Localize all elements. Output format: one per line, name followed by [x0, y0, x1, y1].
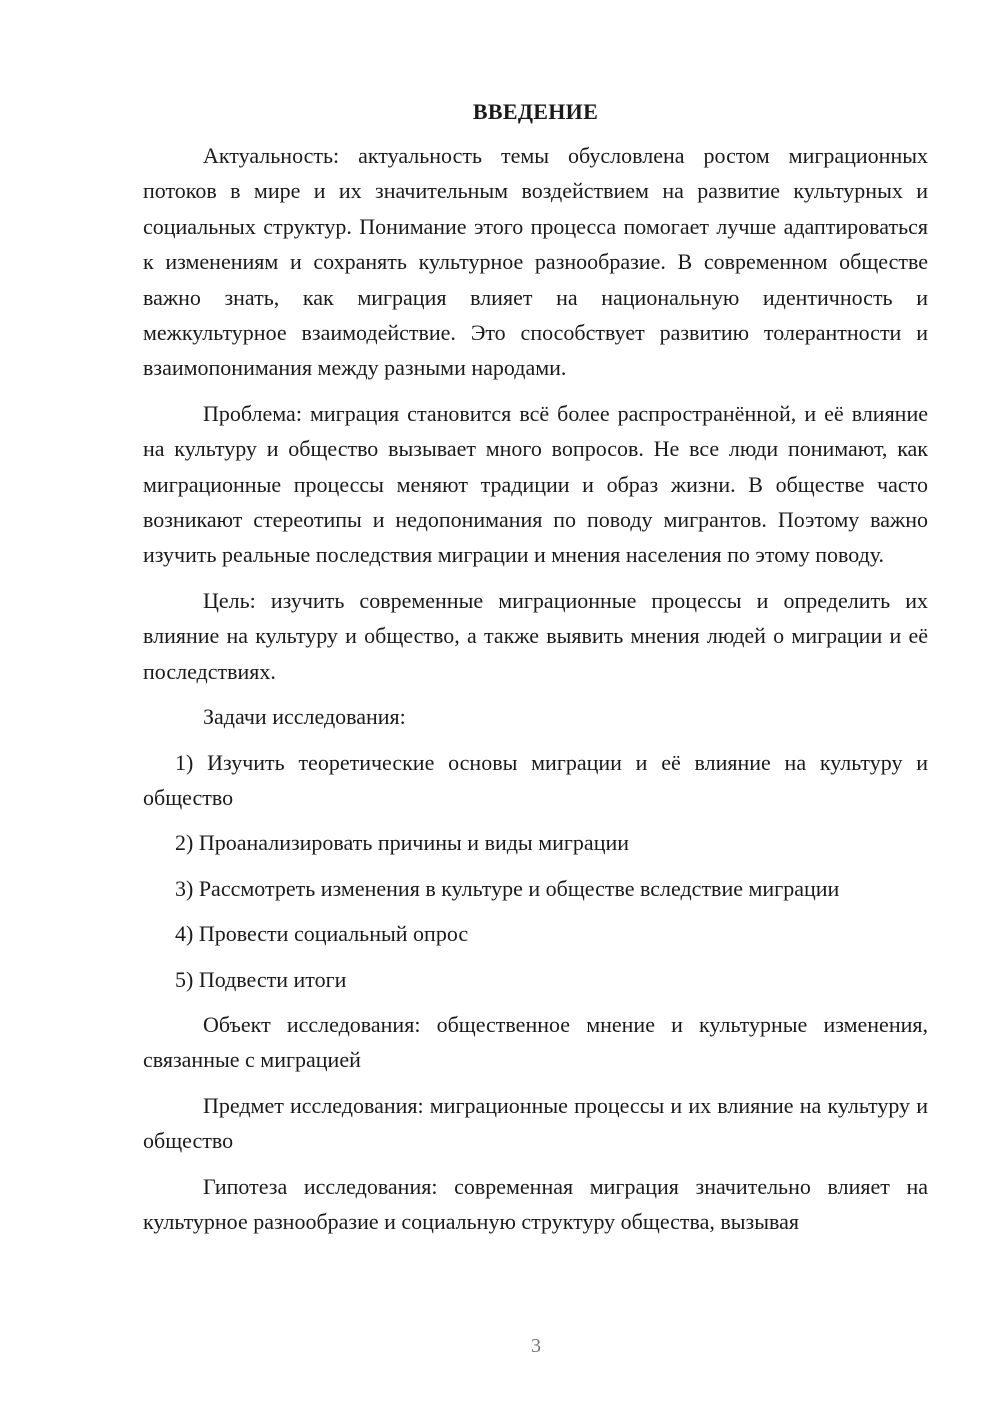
task-item: 1) Изучить теоретические основы миграции и её влияние на культуру и общество [143, 749, 928, 810]
hypothesis-paragraph: Гипотеза исследования: современная миграция значительно влияет на культурное разнообразие и социальную структуру общества, вызывая [143, 1173, 928, 1234]
relevance-paragraph: Актуальность: актуальность темы обусловлена ростом миграционных потоков в мире и их значительным воздействием на развитие культурных и социальных структур. Понимание этого процесса помогает лучше адаптироваться к изменениям и сохранять культурное разнообразие. В современном обществе важно знать, как миграция влияет на национальную идентичность и межкультурное взаимодействие. Это способствует развитию толерантности и взаимопонимания между разными народами. [143, 143, 928, 381]
goal-paragraph: Цель: изучить современные миграционные процессы и определить их влияние на культуру и общество, а также выявить мнения людей о миграции и её последствиях. [143, 587, 928, 684]
object-paragraph: Объект исследования: общественное мнение и культурные изменения, связанные с миграцией [143, 1011, 928, 1073]
task-item: 3) Рассмотреть изменения в культуре и обществе вследствие миграции [175, 875, 840, 901]
task-item: 5) Подвести итоги [175, 966, 347, 992]
page-content [143, 96, 928, 1249]
section-title: ВВЕДЕНИЕ [472, 99, 599, 124]
subject-paragraph: Предмет исследования: миграционные процессы и их влияние на культуру и общество [143, 1092, 928, 1154]
task-item: 2) Проанализировать причины и виды миграции [175, 830, 630, 856]
page-number: 3 [531, 1335, 541, 1357]
tasks-heading: Задачи исследования: [203, 704, 406, 730]
problem-paragraph: Проблема: миграция становится всё более распространённой, и её влияние на культуру и общество вызывает много вопросов. Не все люди понимают, как миграционные процессы меняют традиции и образ жизни. В обществе часто возникают стереотипы и недопонимания по поводу мигрантов. Поэтому важно изучить реальные последствия миграции и мнения населения по этому поводу. [143, 400, 928, 568]
task-item: 4) Провести социальный опрос [175, 921, 469, 947]
